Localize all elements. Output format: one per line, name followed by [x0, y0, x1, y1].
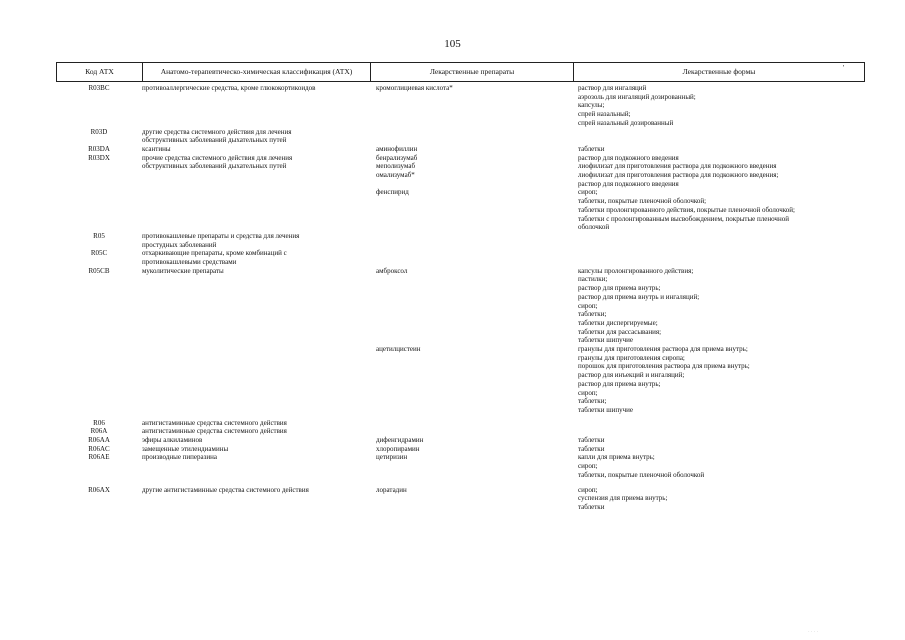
dosage-form: сироп; [578, 485, 598, 494]
classification-text: другие средства системного действия для лечения [142, 127, 292, 136]
dosage-form: раствор для приема внутрь; [578, 284, 661, 293]
footer-scan-mark: · · · · [808, 630, 819, 635]
dosage-form: таблетки [578, 144, 605, 153]
drug-name: цетиризин [376, 453, 408, 462]
atc-code: R06A [90, 427, 108, 436]
drug-name: кромоглициевая кислота* [376, 84, 453, 92]
dosage-form: таблетки; [578, 310, 607, 319]
dosage-form: капсулы пролонгированного действия; [578, 266, 694, 275]
dosage-form: порошок для приготовления раствора для приема внутрь; [578, 362, 750, 371]
dosage-form: таблетки шипучие [578, 405, 633, 414]
atc-code: R05CB [88, 266, 110, 275]
classification-text: производные пиперазина [142, 453, 217, 462]
table-header-bottom-rule [56, 81, 865, 82]
dosage-form: лиофилизат для приготовления раствора для подкожного введения; [578, 171, 779, 179]
dosage-form: таблетки [578, 436, 605, 444]
classification-text: противокашлевые препараты и средства для лечения [142, 231, 300, 240]
classification-text: прочие средства системного действия для лечения [142, 153, 293, 162]
atc-code: R03D [90, 127, 108, 136]
header-corner-mark: ' [843, 64, 845, 72]
dosage-form: суспензия для приема внутрь; [578, 494, 668, 503]
classification-text: антигистаминные средства системного действия [142, 427, 287, 436]
dosage-form: таблетки; [578, 397, 607, 406]
dosage-form: аэрозоль для ингаляций дозированный; [578, 92, 696, 101]
atc-code: R05 [93, 231, 105, 240]
atc-code: R06AA [88, 436, 110, 444]
dosage-form: раствор для приема внутрь и ингаляций; [578, 292, 700, 301]
drug-name: хлоропирамин [376, 444, 420, 453]
dosage-form: таблетки пролонгированного действия, покрытые пленочной оболочкой; [578, 205, 795, 214]
drug-name: фенспирид [376, 188, 409, 197]
atc-code: R06 [93, 418, 105, 427]
classification-text: антигистаминные средства системного действия [142, 418, 287, 427]
dosage-form: гранулы для приготовления раствора для приема внутрь; [578, 345, 748, 353]
atc-code: R06AC [88, 444, 110, 453]
classification-text: другие антигистаминные средства системного действия [142, 485, 309, 494]
dosage-form: таблетки [578, 502, 605, 511]
drug-name: ацетилцистеин [376, 345, 421, 353]
column-header-drugs: Лекарственные препараты [370, 62, 573, 81]
dosage-form: пастилки; [578, 275, 608, 284]
dosage-form: таблетки [578, 444, 605, 453]
dosage-form: таблетки, покрытые пленочной оболочкой; [578, 197, 707, 206]
dosage-form: спрей назальный; [578, 110, 631, 119]
dosage-form: таблетки диспергируемые; [578, 318, 658, 327]
drug-name: омализумаб* [376, 171, 415, 179]
drug-name: меполизумаб [376, 162, 416, 171]
dosage-form: раствор для подкожного введения [578, 153, 679, 162]
classification-text: противокашлевыми средствами [142, 258, 237, 266]
dosage-form: спрей назальный дозированный [578, 118, 674, 127]
dosage-form: сироп; [578, 301, 598, 310]
classification-text: противоаллергические средства, кроме глюкокортикоидов [142, 84, 316, 92]
classification-text: ксантины [142, 144, 171, 153]
column-header-classification: Анатомо-терапевтическо-химическая классификация (АТХ) [142, 62, 370, 81]
dosage-form: таблетки для рассасывания; [578, 327, 662, 336]
dosage-form: гранулы для приготовления сиропа; [578, 353, 685, 362]
dosage-form: капсулы; [578, 101, 605, 110]
page-number: 105 [444, 38, 461, 50]
dosage-form: сироп; [578, 388, 598, 397]
drug-name: амброксол [376, 266, 408, 275]
drug-name: аминофиллин [376, 144, 418, 153]
classification-text: эфиры алкиламинов [142, 436, 203, 444]
dosage-form: раствор для подкожного введения [578, 179, 679, 188]
dosage-form: сироп; [578, 462, 598, 471]
classification-text: отхаркивающие препараты, кроме комбинаций с [142, 249, 287, 258]
column-header-code: Код АТХ [56, 62, 142, 81]
atc-code: R06AE [88, 453, 110, 462]
atc-code: R06AX [88, 485, 110, 494]
dosage-form: сироп; [578, 188, 598, 197]
classification-text: обструктивных заболеваний дыхательных путей [142, 136, 287, 145]
dosage-form: лиофилизат для приготовления раствора для подкожного введения [578, 162, 777, 171]
dosage-form: раствор для инъекций и ингаляций; [578, 371, 685, 380]
atc-code: R03BC [88, 84, 110, 92]
atc-code: R05C [90, 249, 108, 258]
classification-text: муколитические препараты [142, 266, 224, 275]
drug-name: лоратадин [376, 485, 407, 494]
dosage-form: оболочкой [578, 223, 610, 232]
atc-code: R03DA [88, 144, 110, 153]
classification-text: простудных заболеваний [142, 240, 217, 249]
drug-name: бенрализумаб [376, 153, 418, 162]
column-header-forms: Лекарственные формы [573, 62, 865, 81]
dosage-form: таблетки, покрытые пленочной оболочкой [578, 470, 705, 479]
atc-code: R03DX [88, 153, 110, 162]
dosage-form: раствор для ингаляций [578, 84, 647, 92]
classification-text: замещенные этилендиамины [142, 444, 229, 453]
dosage-form: таблетки с пролонгированным высвобождением, покрытые пленочной [578, 214, 789, 223]
classification-text: обструктивных заболеваний дыхательных путей [142, 162, 287, 171]
dosage-form: капли для приема внутрь; [578, 453, 655, 462]
drug-name: дифенгидрамин [376, 436, 424, 444]
dosage-form: раствор для приема внутрь; [578, 379, 661, 388]
dosage-form: таблетки шипучие [578, 336, 633, 345]
